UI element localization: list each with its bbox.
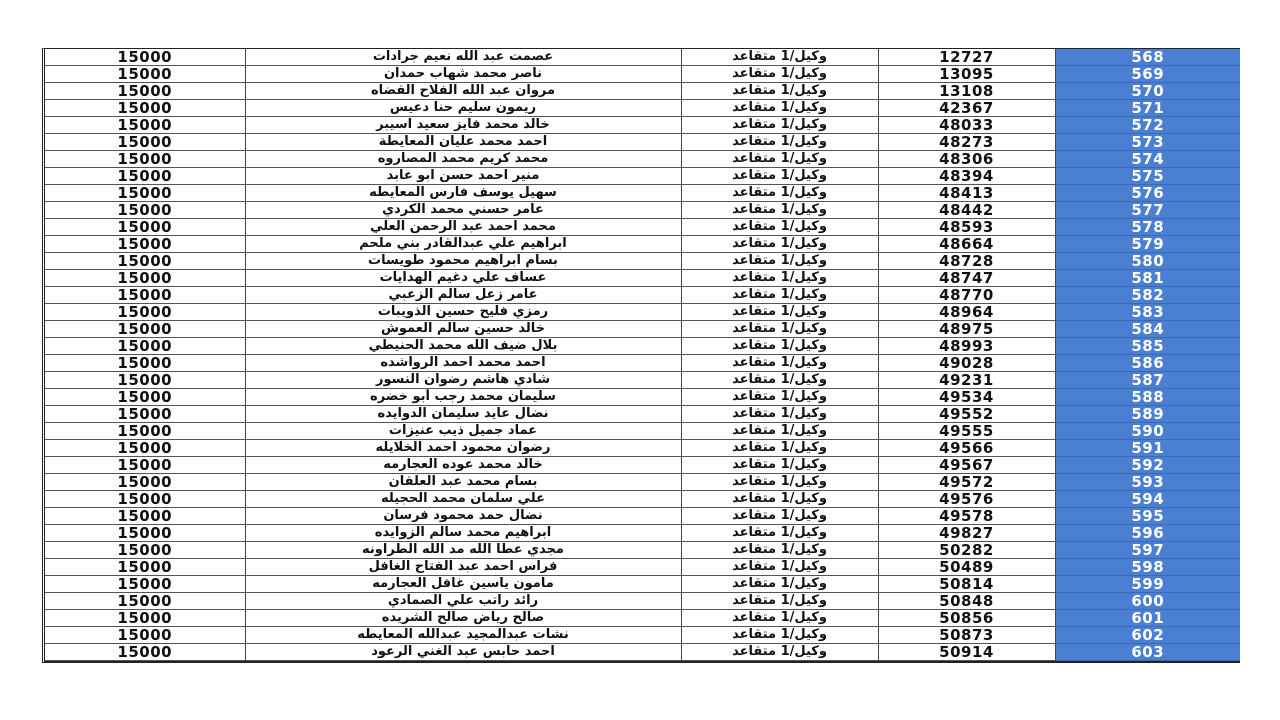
- rank-cell: وكيل/1 متقاعد: [681, 100, 878, 117]
- rank-cell: وكيل/1 متقاعد: [681, 627, 878, 644]
- amount-cell: 15000: [45, 321, 245, 338]
- id-number-cell: 49566: [878, 440, 1055, 457]
- name-cell: ريمون سليم حنا دعيس: [245, 100, 681, 117]
- table-row: [45, 253, 1240, 270]
- name-cell: نشات عبدالمجيد عبدالله المعايطه: [245, 627, 681, 644]
- amount-cell: 15000: [45, 66, 245, 83]
- id-number-cell: 49555: [878, 423, 1055, 440]
- rank-cell: وكيل/1 متقاعد: [681, 236, 878, 253]
- sequence-cell: 580: [1055, 253, 1240, 270]
- table-row: [45, 389, 1240, 406]
- amount-cell: 15000: [45, 644, 245, 661]
- rank-cell: وكيل/1 متقاعد: [681, 542, 878, 559]
- sequence-cell: 598: [1055, 559, 1240, 576]
- table-row: [45, 406, 1240, 423]
- rank-cell: وكيل/1 متقاعد: [681, 134, 878, 151]
- name-cell: خالد محمد فايز سعيد اسيبر: [245, 117, 681, 134]
- sequence-cell: 594: [1055, 491, 1240, 508]
- name-cell: رمزي فليح حسين الذويبات: [245, 304, 681, 321]
- id-number-cell: 49552: [878, 406, 1055, 423]
- table-row: [45, 117, 1240, 134]
- amount-cell: 15000: [45, 559, 245, 576]
- rank-cell: وكيل/1 متقاعد: [681, 525, 878, 542]
- amount-cell: 15000: [45, 542, 245, 559]
- name-cell: محمد احمد عبد الرحمن العلي: [245, 219, 681, 236]
- table-row: [45, 321, 1240, 338]
- sequence-cell: 574: [1055, 151, 1240, 168]
- name-cell: عماد جميل ذيب عنيزات: [245, 423, 681, 440]
- name-cell: ناصر محمد شهاب حمدان: [245, 66, 681, 83]
- id-number-cell: 49827: [878, 525, 1055, 542]
- table-row: [45, 83, 1240, 100]
- id-number-cell: 48728: [878, 253, 1055, 270]
- amount-cell: 15000: [45, 440, 245, 457]
- rank-cell: وكيل/1 متقاعد: [681, 168, 878, 185]
- table-row: [45, 593, 1240, 610]
- id-number-cell: 12727: [878, 49, 1055, 66]
- table-row: [45, 474, 1240, 491]
- rank-cell: وكيل/1 متقاعد: [681, 610, 878, 627]
- amount-cell: 15000: [45, 406, 245, 423]
- name-cell: نضال عايد سليمان الدوايده: [245, 406, 681, 423]
- table-row: [45, 542, 1240, 559]
- table-row: [45, 559, 1240, 576]
- name-cell: صالح رياض صالح الشريده: [245, 610, 681, 627]
- sequence-cell: 583: [1055, 304, 1240, 321]
- sequence-cell: 572: [1055, 117, 1240, 134]
- amount-cell: 15000: [45, 474, 245, 491]
- id-number-cell: 49572: [878, 474, 1055, 491]
- name-cell: سليمان محمد رجب أبو خضره: [245, 389, 681, 406]
- table-row: [45, 219, 1240, 236]
- id-number-cell: 50814: [878, 576, 1055, 593]
- sequence-cell: 602: [1055, 627, 1240, 644]
- id-number-cell: 50856: [878, 610, 1055, 627]
- amount-cell: 15000: [45, 236, 245, 253]
- id-number-cell: 48413: [878, 185, 1055, 202]
- table-row: [45, 100, 1240, 117]
- id-number-cell: 48975: [878, 321, 1055, 338]
- id-number-cell: 49567: [878, 457, 1055, 474]
- records-table-frame: [42, 48, 1240, 663]
- amount-cell: 15000: [45, 355, 245, 372]
- amount-cell: 15000: [45, 117, 245, 134]
- id-number-cell: 48273: [878, 134, 1055, 151]
- rank-cell: وكيل/1 متقاعد: [681, 253, 878, 270]
- amount-cell: 15000: [45, 372, 245, 389]
- records-table-body: [45, 49, 1240, 661]
- sequence-cell: 587: [1055, 372, 1240, 389]
- table-row: [45, 491, 1240, 508]
- table-row: [45, 287, 1240, 304]
- table-row: [45, 525, 1240, 542]
- table-row: [45, 134, 1240, 151]
- table-row: [45, 372, 1240, 389]
- name-cell: مجدي عطا الله مد الله الطراونه: [245, 542, 681, 559]
- amount-cell: 15000: [45, 389, 245, 406]
- sequence-cell: 569: [1055, 66, 1240, 83]
- amount-cell: 15000: [45, 49, 245, 66]
- amount-cell: 15000: [45, 457, 245, 474]
- table-row: [45, 610, 1240, 627]
- sequence-cell: 573: [1055, 134, 1240, 151]
- rank-cell: وكيل/1 متقاعد: [681, 321, 878, 338]
- amount-cell: 15000: [45, 508, 245, 525]
- sequence-cell: 581: [1055, 270, 1240, 287]
- rank-cell: وكيل/1 متقاعد: [681, 593, 878, 610]
- name-cell: مامون ياسين غافل العجارمه: [245, 576, 681, 593]
- name-cell: بسام محمد عبد العلقان: [245, 474, 681, 491]
- rank-cell: وكيل/1 متقاعد: [681, 83, 878, 100]
- sequence-cell: 593: [1055, 474, 1240, 491]
- rank-cell: وكيل/1 متقاعد: [681, 355, 878, 372]
- sequence-cell: 590: [1055, 423, 1240, 440]
- sequence-cell: 585: [1055, 338, 1240, 355]
- table-row: [45, 440, 1240, 457]
- sequence-cell: 576: [1055, 185, 1240, 202]
- name-cell: عساف علي دغيم الهدايات: [245, 270, 681, 287]
- id-number-cell: 49028: [878, 355, 1055, 372]
- rank-cell: وكيل/1 متقاعد: [681, 474, 878, 491]
- id-number-cell: 49231: [878, 372, 1055, 389]
- sequence-cell: 570: [1055, 83, 1240, 100]
- id-number-cell: 49576: [878, 491, 1055, 508]
- name-cell: عامر حسني محمد الكردي: [245, 202, 681, 219]
- table-row: [45, 66, 1240, 83]
- sequence-cell: 571: [1055, 100, 1240, 117]
- table-row: [45, 576, 1240, 593]
- amount-cell: 15000: [45, 100, 245, 117]
- amount-cell: 15000: [45, 134, 245, 151]
- name-cell: شادي هاشم رضوان النسور: [245, 372, 681, 389]
- name-cell: سهيل يوسف فارس المعايطه: [245, 185, 681, 202]
- sequence-cell: 597: [1055, 542, 1240, 559]
- sequence-cell: 584: [1055, 321, 1240, 338]
- sequence-cell: 592: [1055, 457, 1240, 474]
- amount-cell: 15000: [45, 491, 245, 508]
- name-cell: بسام ابراهيم محمود طويسات: [245, 253, 681, 270]
- rank-cell: وكيل/1 متقاعد: [681, 372, 878, 389]
- sequence-cell: 603: [1055, 644, 1240, 661]
- id-number-cell: 49534: [878, 389, 1055, 406]
- amount-cell: 15000: [45, 151, 245, 168]
- id-number-cell: 48993: [878, 338, 1055, 355]
- amount-cell: 15000: [45, 287, 245, 304]
- id-number-cell: 48664: [878, 236, 1055, 253]
- sequence-cell: 578: [1055, 219, 1240, 236]
- rank-cell: وكيل/1 متقاعد: [681, 49, 878, 66]
- rank-cell: وكيل/1 متقاعد: [681, 559, 878, 576]
- id-number-cell: 13095: [878, 66, 1055, 83]
- rank-cell: وكيل/1 متقاعد: [681, 440, 878, 457]
- id-number-cell: 50848: [878, 593, 1055, 610]
- rank-cell: وكيل/1 متقاعد: [681, 491, 878, 508]
- table-row: [45, 270, 1240, 287]
- rank-cell: وكيل/1 متقاعد: [681, 66, 878, 83]
- rank-cell: وكيل/1 متقاعد: [681, 304, 878, 321]
- sequence-cell: 589: [1055, 406, 1240, 423]
- sequence-cell: 586: [1055, 355, 1240, 372]
- id-number-cell: 48747: [878, 270, 1055, 287]
- name-cell: رائد راتب علي الصمادي: [245, 593, 681, 610]
- name-cell: علي سلمان محمد الحجيله: [245, 491, 681, 508]
- rank-cell: وكيل/1 متقاعد: [681, 270, 878, 287]
- sequence-cell: 579: [1055, 236, 1240, 253]
- amount-cell: 15000: [45, 270, 245, 287]
- name-cell: خالد محمد عوده العجارمه: [245, 457, 681, 474]
- table-row: [45, 202, 1240, 219]
- records-table: [45, 49, 1240, 661]
- id-number-cell: 49578: [878, 508, 1055, 525]
- rank-cell: وكيل/1 متقاعد: [681, 287, 878, 304]
- amount-cell: 15000: [45, 423, 245, 440]
- amount-cell: 15000: [45, 168, 245, 185]
- rank-cell: وكيل/1 متقاعد: [681, 508, 878, 525]
- table-row: [45, 423, 1240, 440]
- table-row: [45, 355, 1240, 372]
- sequence-cell: 591: [1055, 440, 1240, 457]
- amount-cell: 15000: [45, 525, 245, 542]
- name-cell: بلال ضيف الله محمد الحنيطي: [245, 338, 681, 355]
- table-row: [45, 168, 1240, 185]
- name-cell: ابراهيم علي عبدالقادر بني ملحم: [245, 236, 681, 253]
- id-number-cell: 48033: [878, 117, 1055, 134]
- table-row: [45, 185, 1240, 202]
- sequence-cell: 601: [1055, 610, 1240, 627]
- sequence-cell: 568: [1055, 49, 1240, 66]
- table-row: [45, 338, 1240, 355]
- rank-cell: وكيل/1 متقاعد: [681, 457, 878, 474]
- amount-cell: 15000: [45, 627, 245, 644]
- table-row: [45, 236, 1240, 253]
- rank-cell: وكيل/1 متقاعد: [681, 576, 878, 593]
- rank-cell: وكيل/1 متقاعد: [681, 406, 878, 423]
- rank-cell: وكيل/1 متقاعد: [681, 644, 878, 661]
- amount-cell: 15000: [45, 610, 245, 627]
- name-cell: رضوان محمود احمد الخلايله: [245, 440, 681, 457]
- rank-cell: وكيل/1 متقاعد: [681, 219, 878, 236]
- name-cell: نضال حمد محمود فرسان: [245, 508, 681, 525]
- id-number-cell: 48593: [878, 219, 1055, 236]
- id-number-cell: 50914: [878, 644, 1055, 661]
- id-number-cell: 48442: [878, 202, 1055, 219]
- amount-cell: 15000: [45, 304, 245, 321]
- table-row: [45, 151, 1240, 168]
- table-row: [45, 508, 1240, 525]
- name-cell: احمد محمد عليان المعايطة: [245, 134, 681, 151]
- rank-cell: وكيل/1 متقاعد: [681, 117, 878, 134]
- sequence-cell: 588: [1055, 389, 1240, 406]
- id-number-cell: 13108: [878, 83, 1055, 100]
- table-row: [45, 457, 1240, 474]
- rank-cell: وكيل/1 متقاعد: [681, 202, 878, 219]
- name-cell: احمد حابس عبد الغني الرعود: [245, 644, 681, 661]
- sequence-cell: 577: [1055, 202, 1240, 219]
- rank-cell: وكيل/1 متقاعد: [681, 151, 878, 168]
- id-number-cell: 50489: [878, 559, 1055, 576]
- amount-cell: 15000: [45, 593, 245, 610]
- rank-cell: وكيل/1 متقاعد: [681, 423, 878, 440]
- name-cell: عامر زعل سالم الزعبي: [245, 287, 681, 304]
- name-cell: محمد كريم محمد المصاروه: [245, 151, 681, 168]
- amount-cell: 15000: [45, 338, 245, 355]
- amount-cell: 15000: [45, 202, 245, 219]
- table-row: [45, 304, 1240, 321]
- sequence-cell: 595: [1055, 508, 1240, 525]
- sequence-cell: 575: [1055, 168, 1240, 185]
- id-number-cell: 50282: [878, 542, 1055, 559]
- amount-cell: 15000: [45, 83, 245, 100]
- id-number-cell: 50873: [878, 627, 1055, 644]
- sequence-cell: 600: [1055, 593, 1240, 610]
- table-row: [45, 627, 1240, 644]
- name-cell: ابراهيم محمد سالم الزوايده: [245, 525, 681, 542]
- name-cell: احمد محمد احمد الرواشده: [245, 355, 681, 372]
- sequence-cell: 596: [1055, 525, 1240, 542]
- rank-cell: وكيل/1 متقاعد: [681, 338, 878, 355]
- table-row: [45, 644, 1240, 661]
- name-cell: منير احمد حسن ابو عابد: [245, 168, 681, 185]
- table-row: [45, 49, 1240, 66]
- amount-cell: 15000: [45, 576, 245, 593]
- amount-cell: 15000: [45, 219, 245, 236]
- id-number-cell: 42367: [878, 100, 1055, 117]
- rank-cell: وكيل/1 متقاعد: [681, 389, 878, 406]
- id-number-cell: 48770: [878, 287, 1055, 304]
- id-number-cell: 48394: [878, 168, 1055, 185]
- id-number-cell: 48964: [878, 304, 1055, 321]
- sequence-cell: 582: [1055, 287, 1240, 304]
- name-cell: عصمت عبد الله نعيم جرادات: [245, 49, 681, 66]
- amount-cell: 15000: [45, 185, 245, 202]
- name-cell: خالد حسين سالم العموش: [245, 321, 681, 338]
- name-cell: مروان عبد الله الفلاح القضاه: [245, 83, 681, 100]
- amount-cell: 15000: [45, 253, 245, 270]
- rank-cell: وكيل/1 متقاعد: [681, 185, 878, 202]
- name-cell: فراس احمد عبد الفتاح الغافل: [245, 559, 681, 576]
- sequence-cell: 599: [1055, 576, 1240, 593]
- id-number-cell: 48306: [878, 151, 1055, 168]
